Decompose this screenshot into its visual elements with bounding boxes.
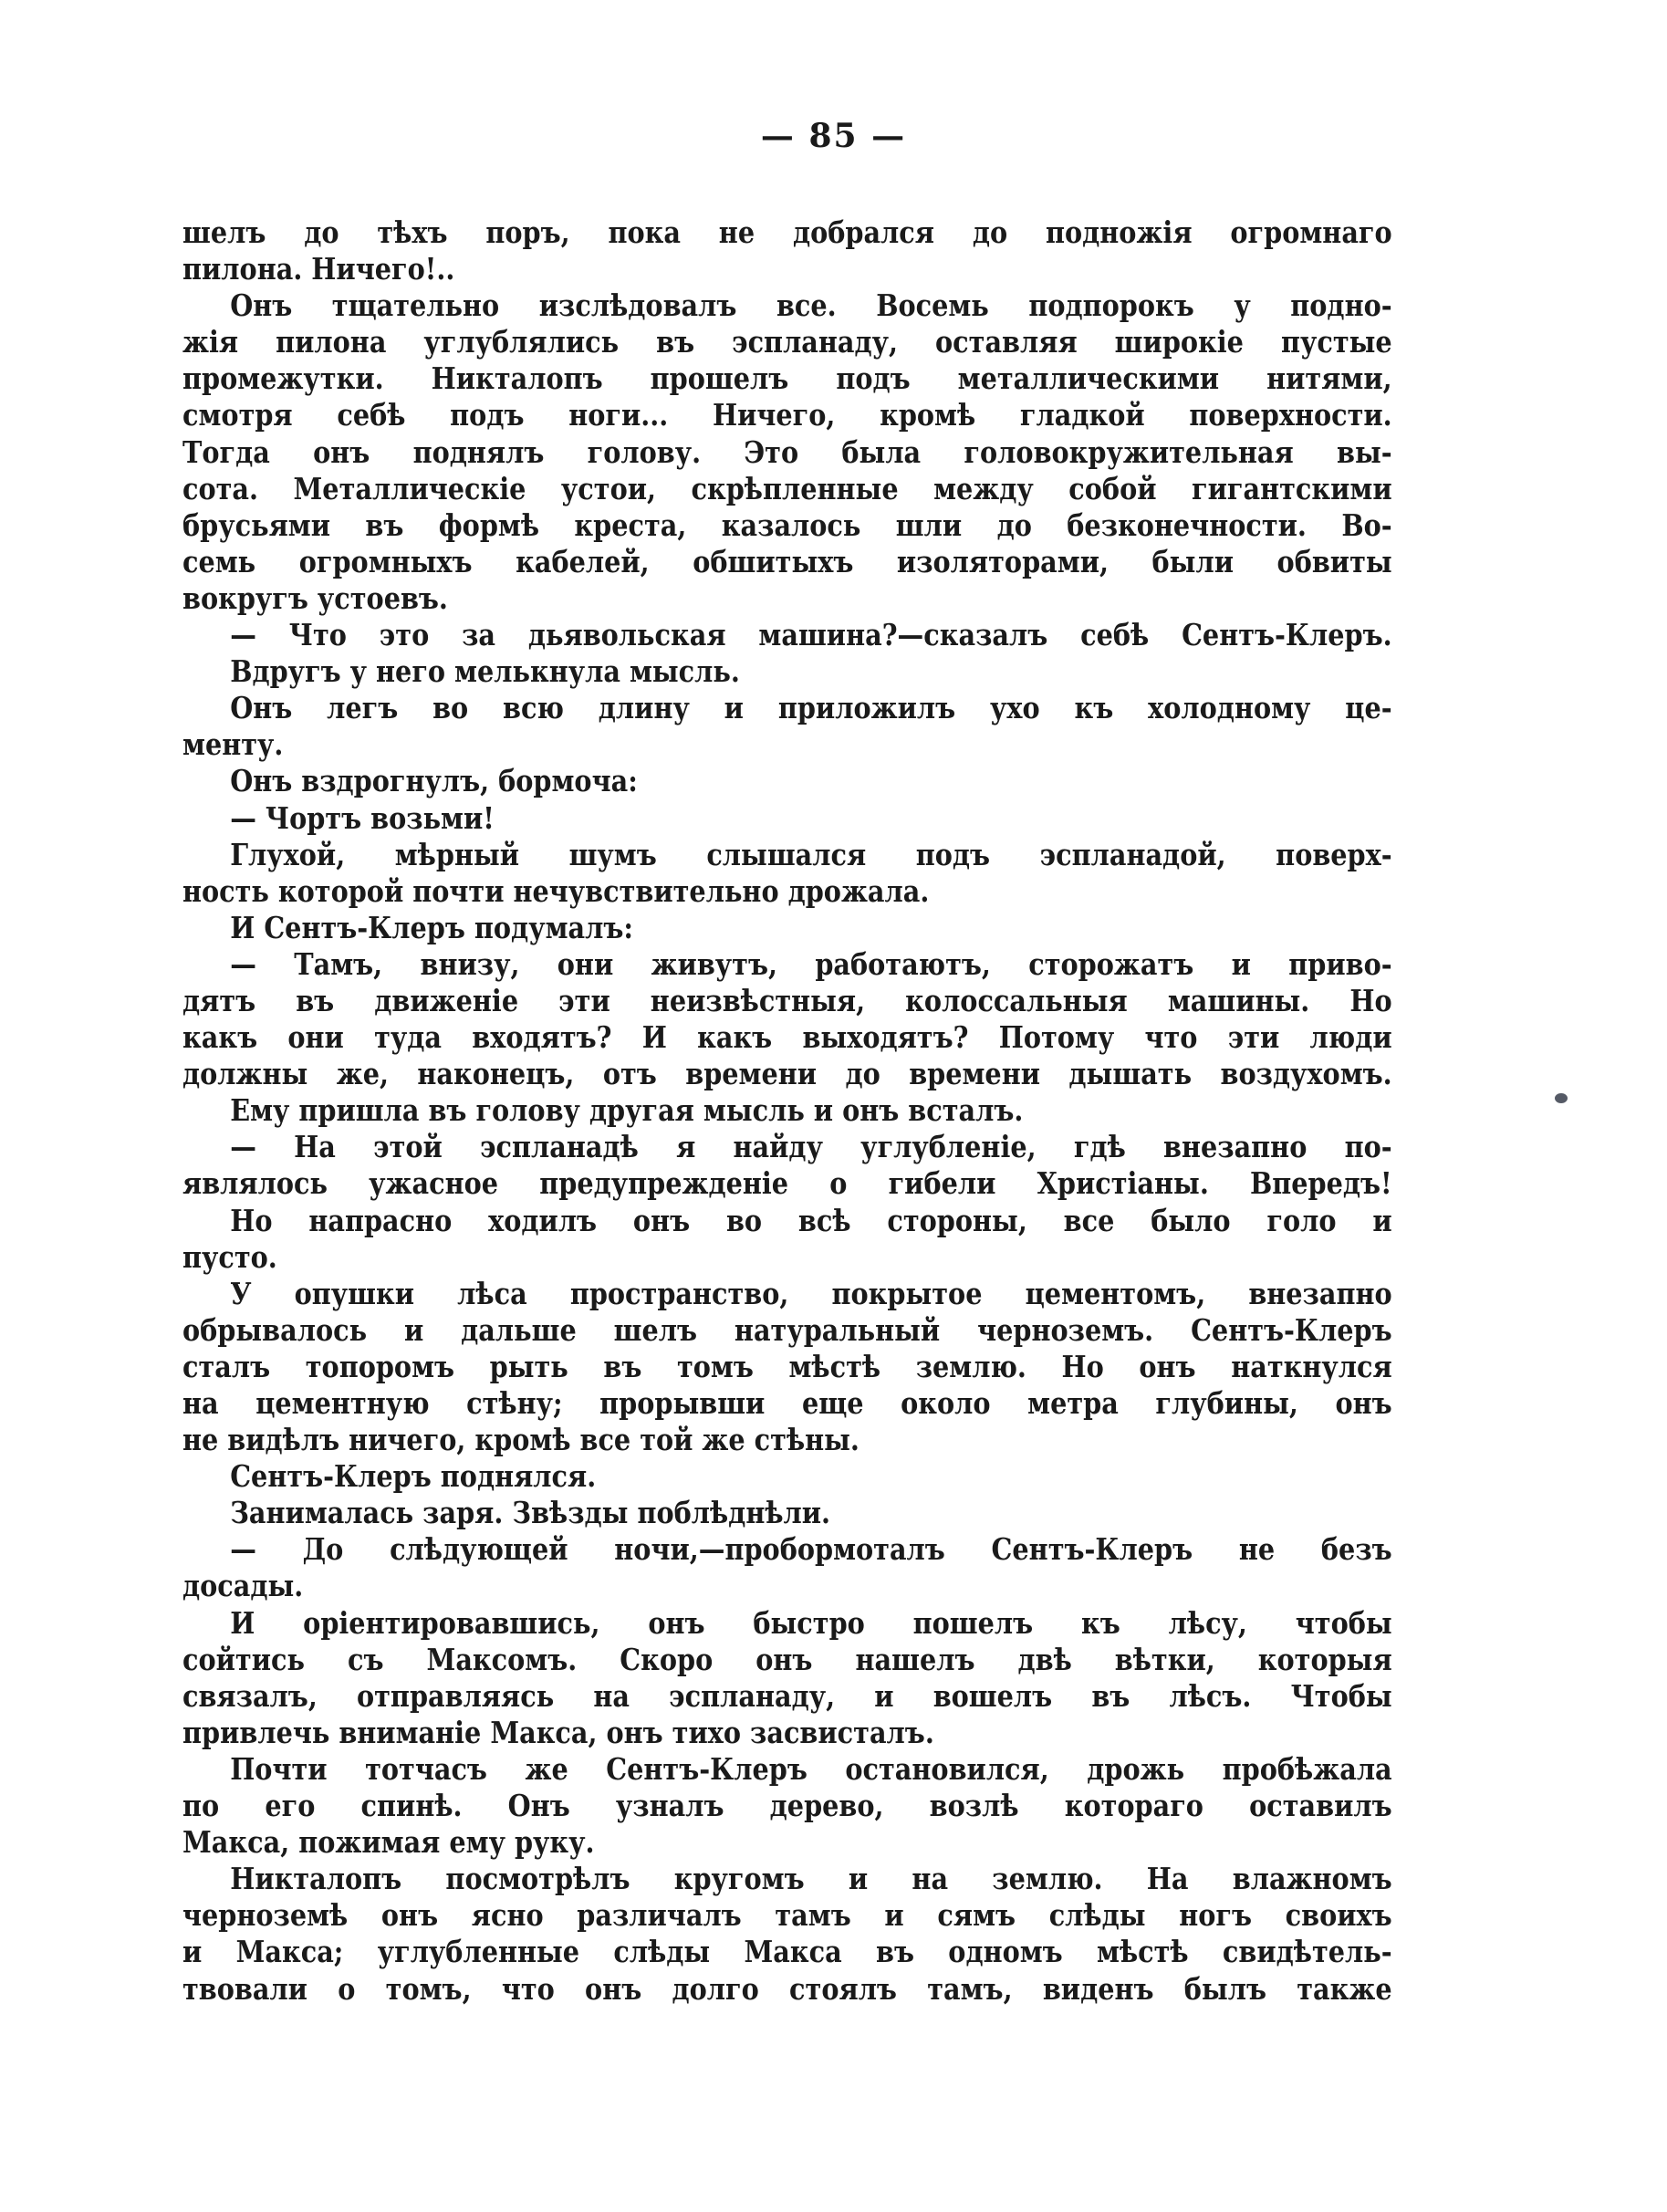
text-line: семь огромныхъ кабелей, обшитыхъ изоляторами, были обвиты [182, 543, 1392, 579]
scan-speck [1555, 1093, 1568, 1103]
text-line: какъ они туда входятъ? И какъ выходятъ? Потому что эти люди [182, 1019, 1392, 1056]
body-text [182, 214, 1391, 2008]
text-line: черноземѣ онъ ясно различалъ тамъ и сямъ слѣды ногъ своихъ [182, 1897, 1392, 1934]
text-line: промежутки. Никталопъ прошелъ подъ металлическими нитями, [182, 360, 1392, 397]
text-line: Занималась заря. Звѣзды поблѣднѣли. [230, 1495, 831, 1531]
text-line: Онъ вздрогнулъ, бормоча: [230, 763, 638, 799]
text-line: являлось ужасное предупрежденіе о гибели Христіаны. Впередъ! [182, 1165, 1392, 1202]
text-line: должны же, наконецъ, отъ времени до времени дышать воздухомъ. [182, 1056, 1392, 1092]
text-line: И Сентъ-Клеръ подумалъ: [230, 909, 633, 945]
text-line: — До слѣдующей ночи,—пробормоталъ Сентъ-Клеръ не безъ [230, 1531, 1392, 1568]
text-line: Онъ тщательно изслѣдовалъ все. Восемь подпорокъ у подно- [230, 287, 1392, 324]
text-line: Ему пришла въ голову другая мысль и онъ всталъ. [230, 1092, 1024, 1129]
text-line: — Тамъ, внизу, они живутъ, работаютъ, сторожатъ и приво- [230, 945, 1392, 982]
text-line: дятъ въ движеніе эти неизвѣстныя, колоссальныя машины. Но [182, 982, 1392, 1018]
text-line: Глухой, мѣрный шумъ слышался подъ эспланадой, поверх- [230, 836, 1392, 872]
text-line: не видѣлъ ничего, кромѣ все той же стѣны. [182, 1422, 860, 1458]
text-line: твовали о томъ, что онъ долго стоялъ тамъ, виденъ былъ также [182, 1970, 1392, 2007]
text-line: шелъ до тѣхъ поръ, пока не добрался до подножія огромнаго [182, 214, 1392, 250]
text-line: сота. Металлическіе устои, скрѣпленные между собой гигантскими [182, 470, 1392, 506]
page-number: — 85 — [760, 117, 907, 155]
text-line: Вдругъ у него мелькнула мысль. [230, 653, 740, 690]
text-line: привлечь вниманіе Макса, онъ тихо засвисталъ. [182, 1714, 934, 1750]
text-line: пусто. [182, 1238, 277, 1275]
text-line: ность которой почти нечувствительно дрожала. [182, 872, 930, 909]
text-line: Макса, пожимая ему руку. [182, 1824, 595, 1861]
text-line: Почти тотчасъ же Сентъ-Клеръ остановился, дрожь пробѣжала [230, 1750, 1392, 1787]
text-line: сойтись съ Максомъ. Скоро онъ нашелъ двѣ вѣтки, которыя [182, 1641, 1392, 1677]
text-line: связалъ, отправляясь на эспланаду, и вошелъ въ лѣсъ. Чтобы [182, 1677, 1392, 1714]
text-line: Тогда онъ поднялъ голову. Это была головокружительная вы- [182, 433, 1392, 470]
text-line: на цементную стѣну; прорывши еще около метра глубины, онъ [182, 1385, 1392, 1421]
text-line: брусьями въ формѣ креста, казалось шли до безконечности. Во- [182, 506, 1392, 543]
text-line: досады. [182, 1568, 304, 1604]
text-line: Никталопъ посмотрѣлъ кругомъ и на землю. На влажномъ [230, 1861, 1392, 1897]
text-line: У опушки лѣса пространство, покрытое цементомъ, внезапно [230, 1275, 1392, 1311]
text-line: — Чортъ возьми! [230, 799, 495, 836]
text-line: Сентъ-Клеръ поднялся. [230, 1458, 597, 1495]
text-line: вокругъ устоевъ. [182, 579, 448, 616]
text-line: Но напрасно ходилъ онъ во всѣ стороны, все было голо и [230, 1202, 1392, 1238]
text-line: менту. [182, 726, 284, 763]
text-line: обрывалось и дальше шелъ натуральный черноземъ. Сентъ-Клеръ [182, 1311, 1392, 1348]
text-line: пилона. Ничего!.. [182, 251, 455, 287]
text-line: — Что это за дьявольская машина?—сказалъ себѣ Сентъ-Клеръ. [230, 617, 1392, 653]
text-line: — На этой эспланадѣ я найду углубленіе, гдѣ внезапно по- [230, 1129, 1392, 1165]
text-line: смотря себѣ подъ ноги... Ничего, кромѣ гладкой поверхности. [182, 397, 1392, 433]
text-line: жія пилона углублялись въ эспланаду, оставляя широкіе пустые [182, 324, 1392, 360]
text-line: И оріентировавшись, онъ быстро пошелъ къ лѣсу, чтобы [230, 1604, 1392, 1641]
text-line: Онъ легъ во всю длину и приложилъ ухо къ холодному це- [230, 690, 1392, 726]
text-line: и Макса; углубленные слѣды Макса въ одномъ мѣстѣ свидѣтель- [182, 1934, 1392, 1970]
text-line: по его спинѣ. Онъ узналъ дерево, возлѣ котораго оставилъ [182, 1788, 1392, 1824]
text-line: сталъ топоромъ рыть въ томъ мѣстѣ землю. Но онъ наткнулся [182, 1348, 1392, 1384]
